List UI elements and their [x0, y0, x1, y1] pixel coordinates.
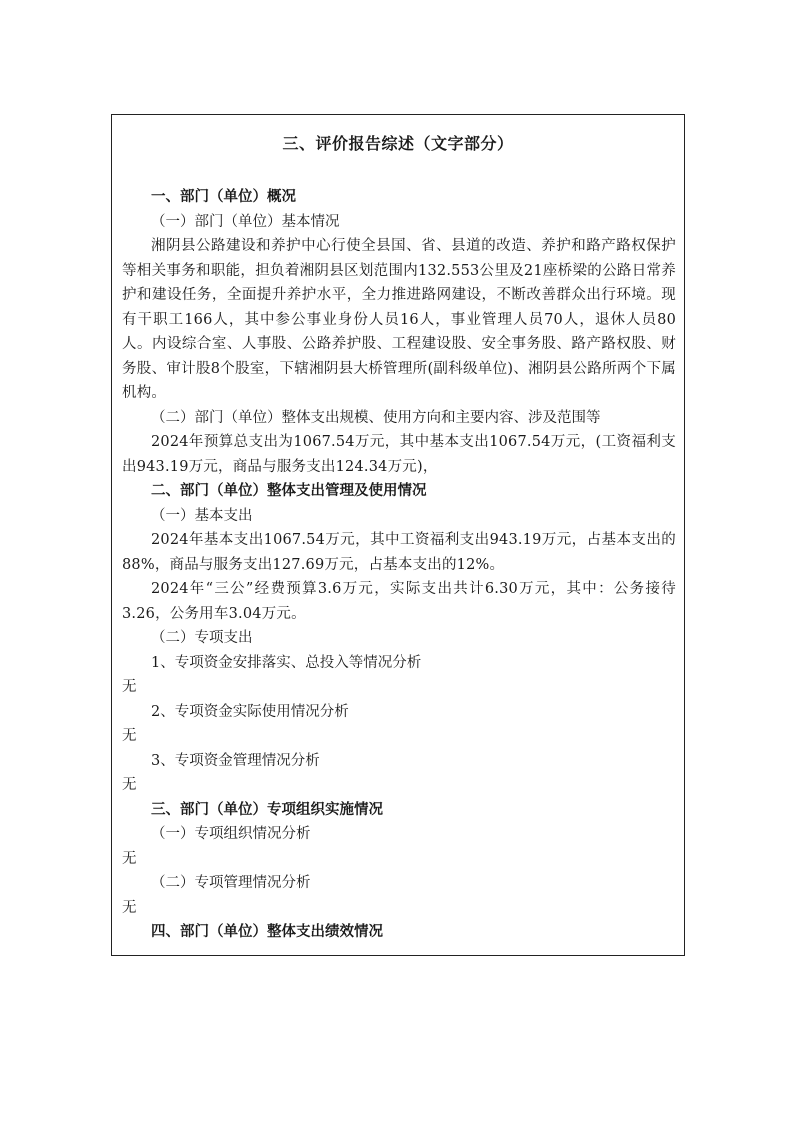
section-2-2-item-1: 1、专项资金安排落实、总投入等情况分析	[151, 654, 422, 671]
section-2-2-item-3: 3、专项资金管理情况分析	[151, 752, 320, 769]
report-heading: 三、评价报告综述（文字部分）	[282, 134, 514, 153]
section-3-1-value: 无	[122, 850, 137, 867]
section-1-1-text: 湘阴县公路建设和养护中心行使全县国、省、县道的改造、养护和路产路权保护等相关事务和职能，担负着湘阴县区划范围内132.553公里及21座桥梁的公路日常养护和建设任务，全面提升养护水平，全力推进路网建设，不断改善群众出行环境。现有干职工166人，其中参公事业身份人员16人，事业管理人员70人，退休人员80人。内设综合室、人事股、公路养护股、工程建设股、安全事务股、路产路权股、财务股、审计股8个股室，下辖湘阴县大桥管理所(副科级单位)、湘阴县公路所两个下属机构。	[122, 238, 676, 401]
section-2-title: 二、部门（单位）整体支出管理及使用情况	[151, 483, 427, 499]
section-2-1-title: （一）基本支出	[151, 507, 253, 524]
section-2-2-item-1-value: 无	[122, 679, 137, 695]
report-frame	[111, 114, 685, 956]
section-1-title: 一、部门（单位）概况	[151, 189, 296, 205]
section-3-title: 三、部门（单位）专项组织实施情况	[151, 801, 383, 818]
section-3-2-value: 无	[122, 899, 137, 916]
section-2-1-text-a: 2024年基本支出1067.54万元，其中工资福利支出943.19万元，占基本支出的88%，商品与服务支出127.69万元，占基本支出的12%。	[122, 532, 676, 573]
section-2-2-item-3-value: 无	[122, 777, 137, 793]
section-1-1-title: （一）部门（单位）基本情况	[151, 213, 340, 230]
section-1-2-title: （二）部门（单位）整体支出规模、使用方向和主要内容、涉及范围等	[151, 409, 601, 426]
section-3-1-title: （一）专项组织情况分析	[151, 826, 311, 842]
section-4-title: 四、部门（单位）整体支出绩效情况	[151, 924, 383, 940]
report-content	[122, 185, 676, 945]
section-2-2-item-2-value: 无	[122, 728, 137, 744]
section-2-2-title: （二）专项支出	[151, 630, 253, 646]
section-2-2-item-2: 2、专项资金实际使用情况分析	[151, 703, 349, 720]
section-2-1-text-b: 2024年“三公”经费预算3.6万元，实际支出共计6.30万元，其中：公务接待3.26，公务用车3.04万元。	[122, 581, 676, 622]
section-1-2-text: 2024年预算总支出为1067.54万元，其中基本支出1067.54万元，(工资福利支出943.19万元，商品与服务支出124.34万元)，	[122, 434, 676, 475]
section-3-2-title: （二）专项管理情况分析	[151, 875, 311, 891]
